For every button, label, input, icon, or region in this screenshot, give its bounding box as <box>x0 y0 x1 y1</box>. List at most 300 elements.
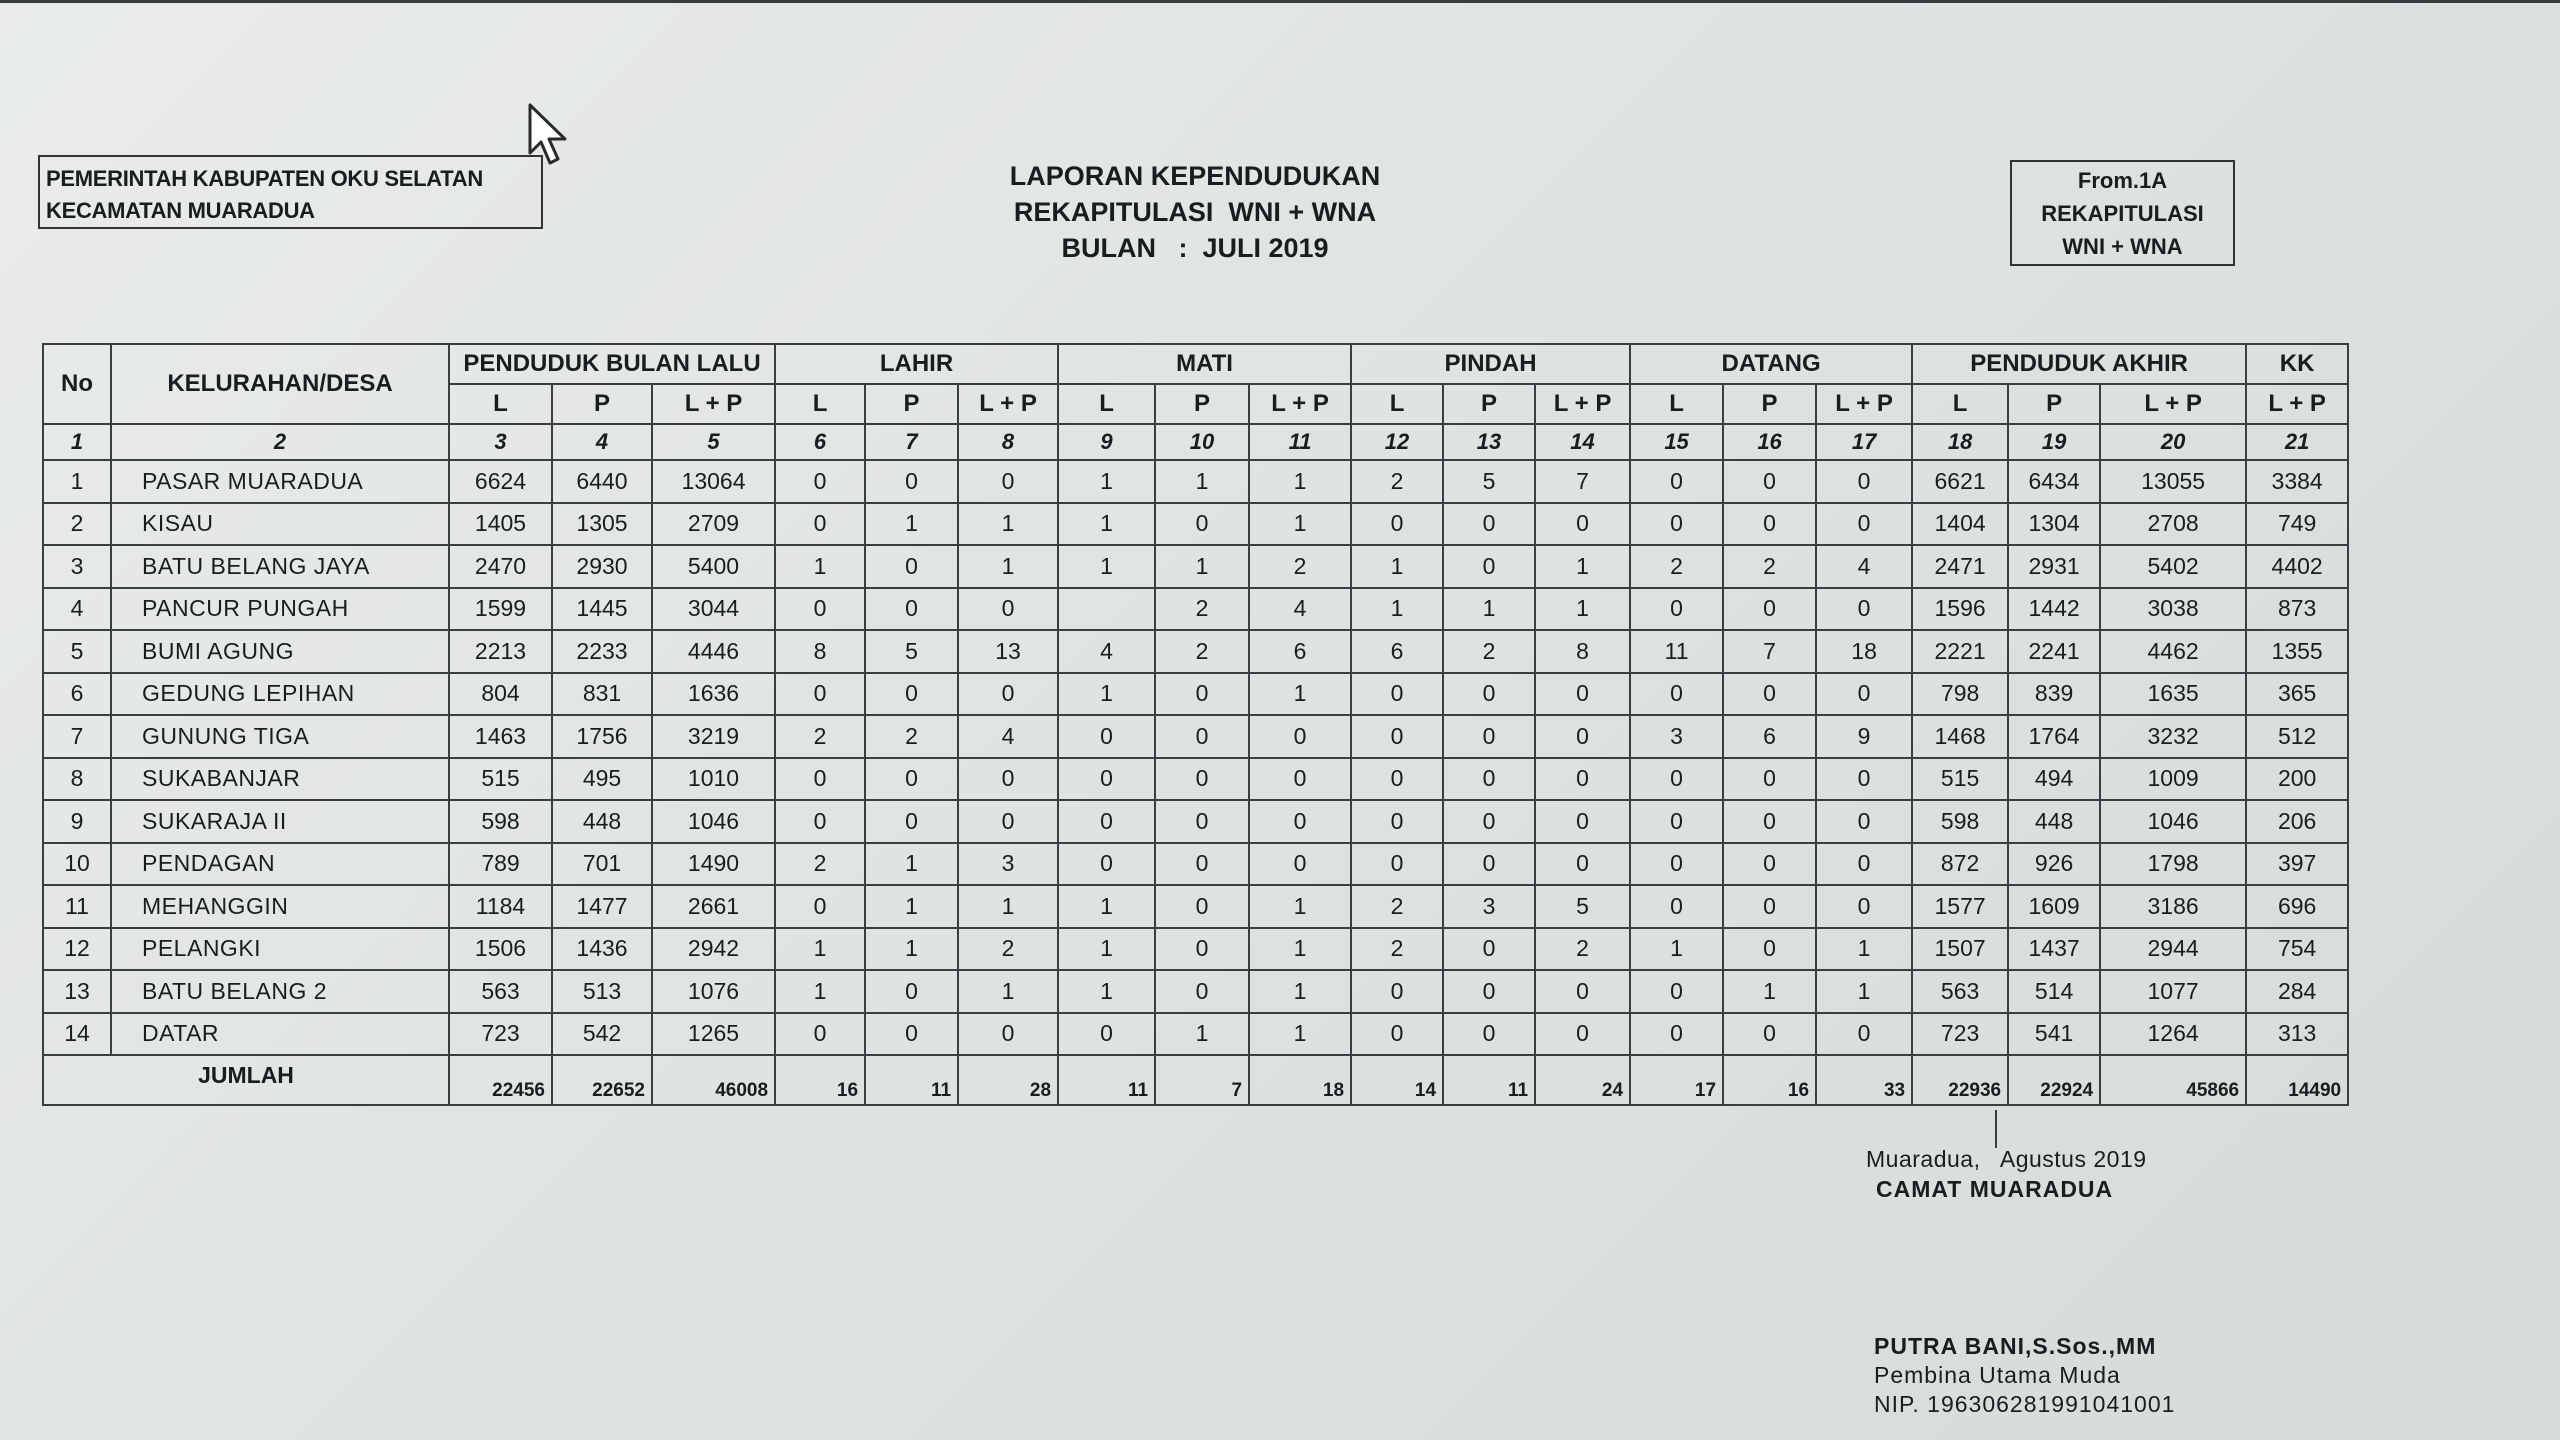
table-cell: 1009 <box>2100 758 2246 801</box>
table-cell: 0 <box>1816 885 1912 928</box>
table-cell: 1 <box>1249 1013 1351 1056</box>
table-cell: 0 <box>1443 545 1535 588</box>
table-cell: 1635 <box>2100 673 2246 716</box>
table-cell: 1 <box>1058 970 1155 1013</box>
table-cell: 598 <box>449 800 552 843</box>
header-row-groups <box>43 344 2348 384</box>
report-title-line-2: REKAPITULASI WNI + WNA <box>1013 197 1377 227</box>
table-row <box>43 545 2348 588</box>
table-cell: 0 <box>1630 1013 1723 1056</box>
table-cell: 1 <box>1443 588 1535 631</box>
table-cell: 448 <box>552 800 652 843</box>
table-cell: 0 <box>1816 758 1912 801</box>
table-cell: 0 <box>775 800 865 843</box>
table-cell: 2661 <box>652 885 775 928</box>
table-cell: 831 <box>552 673 652 716</box>
table-cell: 2471 <box>1912 545 2008 588</box>
column-number-cell: 16 <box>1723 424 1816 460</box>
table-cell: 1507 <box>1912 928 2008 971</box>
table-cell: 3384 <box>2246 460 2348 503</box>
table-cell: 2 <box>1723 545 1816 588</box>
table-cell: 1076 <box>652 970 775 1013</box>
row-number: 6 <box>43 673 111 716</box>
table-cell: 1 <box>1058 928 1155 971</box>
table-cell: 0 <box>1155 928 1249 971</box>
column-number-cell: 12 <box>1351 424 1443 460</box>
total-cell: 14490 <box>2246 1055 2348 1105</box>
col-no-header: No <box>43 344 111 424</box>
table-cell: 495 <box>552 758 652 801</box>
row-number: 7 <box>43 715 111 758</box>
form-code-line-1: From.1A <box>2077 168 2168 193</box>
table-cell: 0 <box>1630 460 1723 503</box>
table-cell: 1405 <box>449 503 552 546</box>
table-cell: 0 <box>775 885 865 928</box>
table-cell: 0 <box>1535 1013 1630 1056</box>
village-name: GEDUNG LEPIHAN <box>111 673 449 716</box>
table-cell: 5402 <box>2100 545 2246 588</box>
table-cell: 206 <box>2246 800 2348 843</box>
table-cell: 1 <box>1058 673 1155 716</box>
signature-divider <box>1995 1110 1997 1148</box>
table-cell: 0 <box>1535 843 1630 886</box>
table-cell: 1599 <box>449 588 552 631</box>
table-cell: 0 <box>958 460 1058 503</box>
table-cell: 2213 <box>449 630 552 673</box>
table-cell: 1077 <box>2100 970 2246 1013</box>
table-cell: 542 <box>552 1013 652 1056</box>
table-cell: 6 <box>1351 630 1443 673</box>
table-cell: 7 <box>1535 460 1630 503</box>
table-cell: 1404 <box>1912 503 2008 546</box>
village-name: MEHANGGIN <box>111 885 449 928</box>
sub-header-cell: P <box>865 384 958 424</box>
header-row-column-numbers <box>43 424 2348 460</box>
table-cell: 0 <box>775 460 865 503</box>
table-cell: 5 <box>1535 885 1630 928</box>
sub-header-cell: L <box>1912 384 2008 424</box>
total-cell: 46008 <box>652 1055 775 1105</box>
table-cell: 0 <box>958 758 1058 801</box>
table-cell: 5 <box>1443 460 1535 503</box>
table-cell: 749 <box>2246 503 2348 546</box>
village-name: PENDAGAN <box>111 843 449 886</box>
table-cell: 1046 <box>652 800 775 843</box>
column-number-cell: 13 <box>1443 424 1535 460</box>
row-number: 14 <box>43 1013 111 1056</box>
table-cell: 0 <box>1249 758 1351 801</box>
village-name: DATAR <box>111 1013 449 1056</box>
table-cell: 6621 <box>1912 460 2008 503</box>
table-cell: 0 <box>1351 673 1443 716</box>
sub-header-cell: L + P <box>1816 384 1912 424</box>
table-cell: 0 <box>1351 843 1443 886</box>
table-cell: 1 <box>958 970 1058 1013</box>
table-cell: 2221 <box>1912 630 2008 673</box>
table-cell: 2942 <box>652 928 775 971</box>
sub-header-cell: P <box>1443 384 1535 424</box>
table-cell: 0 <box>1351 970 1443 1013</box>
table-cell: 2 <box>958 928 1058 971</box>
table-cell: 0 <box>865 460 958 503</box>
sub-header-cell: L + P <box>1535 384 1630 424</box>
row-number: 12 <box>43 928 111 971</box>
total-cell: 28 <box>958 1055 1058 1105</box>
total-cell: 16 <box>775 1055 865 1105</box>
sub-header-cell: L <box>775 384 865 424</box>
column-number-cell: 9 <box>1058 424 1155 460</box>
table-cell: 4462 <box>2100 630 2246 673</box>
table-cell: 798 <box>1912 673 2008 716</box>
table-cell: 0 <box>1058 1013 1155 1056</box>
total-cell: 45866 <box>2100 1055 2246 1105</box>
signature-place-date: Muaradua, Agustus 2019 <box>1866 1146 2147 1172</box>
sub-header-cell: L + P <box>1249 384 1351 424</box>
table-cell: 754 <box>2246 928 2348 971</box>
row-number: 5 <box>43 630 111 673</box>
table-cell: 0 <box>1351 758 1443 801</box>
column-number-cell: 18 <box>1912 424 2008 460</box>
table-row <box>43 673 2348 716</box>
table-cell: 0 <box>1443 673 1535 716</box>
table-cell: 2 <box>1443 630 1535 673</box>
table-cell: 2708 <box>2100 503 2246 546</box>
table-cell: 284 <box>2246 970 2348 1013</box>
form-code-box <box>2010 160 2235 266</box>
table-cell: 1764 <box>2008 715 2100 758</box>
table-cell: 1 <box>1058 545 1155 588</box>
village-name: BATU BELANG 2 <box>111 970 449 1013</box>
table-cell: 0 <box>1630 588 1723 631</box>
table-cell: 0 <box>1535 503 1630 546</box>
row-number: 11 <box>43 885 111 928</box>
table-row <box>43 970 2348 1013</box>
group-header-pindah: PINDAH <box>1351 344 1630 384</box>
table-cell: 313 <box>2246 1013 2348 1056</box>
table-cell: 0 <box>1630 758 1723 801</box>
column-number-cell: 20 <box>2100 424 2246 460</box>
table-cell: 0 <box>1249 843 1351 886</box>
row-number: 13 <box>43 970 111 1013</box>
table-cell: 0 <box>865 673 958 716</box>
government-line-2: KECAMATAN MUARADUA <box>46 198 315 223</box>
table-cell: 1577 <box>1912 885 2008 928</box>
village-name: PANCUR PUNGAH <box>111 588 449 631</box>
village-name: SUKABANJAR <box>111 758 449 801</box>
table-cell: 1 <box>1058 460 1155 503</box>
sub-header-cell: L <box>1630 384 1723 424</box>
total-cell: 22456 <box>449 1055 552 1105</box>
row-number: 3 <box>43 545 111 588</box>
table-row <box>43 885 2348 928</box>
table-cell: 4402 <box>2246 545 2348 588</box>
column-number-cell: 19 <box>2008 424 2100 460</box>
table-cell: 1 <box>1249 673 1351 716</box>
table-cell: 563 <box>449 970 552 1013</box>
table-cell: 0 <box>1723 588 1816 631</box>
table-cell: 0 <box>1443 1013 1535 1056</box>
table-cell: 6434 <box>2008 460 2100 503</box>
sub-header-cell: L + P <box>2100 384 2246 424</box>
table-cell: 3038 <box>2100 588 2246 631</box>
table-row <box>43 588 2348 631</box>
village-name: PELANGKI <box>111 928 449 971</box>
table-cell: 1 <box>958 885 1058 928</box>
signature-position: CAMAT MUARADUA <box>1876 1176 2114 1202</box>
table-cell: 0 <box>1155 800 1249 843</box>
table-cell: 6440 <box>552 460 652 503</box>
column-number-cell: 15 <box>1630 424 1723 460</box>
village-name: BUMI AGUNG <box>111 630 449 673</box>
sub-header-cell: L + P <box>958 384 1058 424</box>
table-cell: 1477 <box>552 885 652 928</box>
table-cell: 0 <box>1535 800 1630 843</box>
table-cell: 2 <box>1155 588 1249 631</box>
table-cell: 0 <box>1630 673 1723 716</box>
table-cell: 13064 <box>652 460 775 503</box>
table-cell: 1798 <box>2100 843 2246 886</box>
table-cell: 0 <box>1155 885 1249 928</box>
table-cell: 1 <box>1155 460 1249 503</box>
table-cell: 0 <box>1723 758 1816 801</box>
row-number: 9 <box>43 800 111 843</box>
table-cell: 1636 <box>652 673 775 716</box>
table-cell: 0 <box>1723 800 1816 843</box>
table-cell: 0 <box>1443 843 1535 886</box>
col-desa-header: KELURAHAN/DESA <box>111 344 449 424</box>
table-cell: 926 <box>2008 843 2100 886</box>
table-cell: 1 <box>1816 928 1912 971</box>
table-cell: 0 <box>1535 758 1630 801</box>
sub-header-cell: P <box>552 384 652 424</box>
table-cell: 2 <box>1535 928 1630 971</box>
table-cell: 0 <box>865 588 958 631</box>
table-cell: 0 <box>1723 673 1816 716</box>
table-cell: 2 <box>1630 545 1723 588</box>
table-cell: 1463 <box>449 715 552 758</box>
table-cell: 541 <box>2008 1013 2100 1056</box>
village-name: BATU BELANG JAYA <box>111 545 449 588</box>
table-cell: 397 <box>2246 843 2348 886</box>
table-cell: 0 <box>1443 800 1535 843</box>
table-cell: 0 <box>1630 885 1723 928</box>
sub-header-cell: L <box>1058 384 1155 424</box>
table-cell: 1 <box>1535 545 1630 588</box>
form-code-line-3: WNI + WNA <box>2062 234 2183 259</box>
table-cell: 0 <box>958 673 1058 716</box>
table-cell: 0 <box>1723 885 1816 928</box>
table-cell: 0 <box>1816 1013 1912 1056</box>
column-number-cell: 5 <box>652 424 775 460</box>
table-cell: 873 <box>2246 588 2348 631</box>
table-cell: 8 <box>775 630 865 673</box>
government-line-1: PEMERINTAH KABUPATEN OKU SELATAN <box>46 166 483 191</box>
village-name: PASAR MUARADUA <box>111 460 449 503</box>
column-number-cell: 8 <box>958 424 1058 460</box>
column-number-cell: 1 <box>43 424 111 460</box>
report-title-line-3: BULAN : JULI 2019 <box>1061 233 1329 263</box>
table-cell: 0 <box>775 673 865 716</box>
table-cell: 4 <box>958 715 1058 758</box>
table-cell: 200 <box>2246 758 2348 801</box>
table-row <box>43 800 2348 843</box>
table-cell: 1 <box>1155 1013 1249 1056</box>
total-cell: 7 <box>1155 1055 1249 1105</box>
table-cell: 1468 <box>1912 715 2008 758</box>
table-cell: 1609 <box>2008 885 2100 928</box>
table-cell: 512 <box>2246 715 2348 758</box>
table-cell: 365 <box>2246 673 2348 716</box>
table-cell: 0 <box>1630 843 1723 886</box>
total-cell: 33 <box>1816 1055 1912 1105</box>
table-cell: 1490 <box>652 843 775 886</box>
table-cell: 723 <box>449 1013 552 1056</box>
table-cell: 1 <box>958 503 1058 546</box>
table-cell: 0 <box>1351 800 1443 843</box>
report-title <box>920 158 1470 266</box>
sub-header-cell: L <box>449 384 552 424</box>
table-row <box>43 758 2348 801</box>
table-cell: 0 <box>775 1013 865 1056</box>
table-cell: 0 <box>1816 588 1912 631</box>
table-cell: 4446 <box>652 630 775 673</box>
table-cell: 0 <box>1816 503 1912 546</box>
form-code-line-2: REKAPITULASI <box>2041 201 2204 226</box>
table-cell: 4 <box>1249 588 1351 631</box>
total-cell: 14 <box>1351 1055 1443 1105</box>
table-cell: 0 <box>1535 970 1630 1013</box>
table-cell: 2 <box>865 715 958 758</box>
table-cell: 513 <box>552 970 652 1013</box>
table-cell: 1 <box>1058 503 1155 546</box>
table-cell: 1010 <box>652 758 775 801</box>
government-box <box>38 155 543 229</box>
table-cell: 515 <box>449 758 552 801</box>
table-cell: 1 <box>865 843 958 886</box>
column-number-cell: 10 <box>1155 424 1249 460</box>
sub-header-cell: L + P <box>652 384 775 424</box>
report-title-line-1: LAPORAN KEPENDUDUKAN <box>1009 161 1381 191</box>
table-cell: 0 <box>1630 503 1723 546</box>
table-cell: 0 <box>1816 673 1912 716</box>
row-number: 8 <box>43 758 111 801</box>
row-number: 1 <box>43 460 111 503</box>
table-cell: 804 <box>449 673 552 716</box>
total-row <box>43 1055 2348 1105</box>
table-cell: 3232 <box>2100 715 2246 758</box>
table-cell: 1184 <box>449 885 552 928</box>
table-cell: 839 <box>2008 673 2100 716</box>
table-cell: 1 <box>1630 928 1723 971</box>
table-cell: 0 <box>958 1013 1058 1056</box>
table-cell: 1 <box>1723 970 1816 1013</box>
table-cell: 2241 <box>2008 630 2100 673</box>
table-cell: 1265 <box>652 1013 775 1056</box>
column-number-cell: 21 <box>2246 424 2348 460</box>
table-cell: 0 <box>1723 843 1816 886</box>
table-cell: 2 <box>1351 928 1443 971</box>
table-cell: 1 <box>775 928 865 971</box>
table-cell: 563 <box>1912 970 2008 1013</box>
table-cell: 0 <box>1443 928 1535 971</box>
group-header-kk: KK <box>2246 344 2348 384</box>
table-cell: 0 <box>1816 800 1912 843</box>
table-cell: 2 <box>775 843 865 886</box>
table-cell: 0 <box>1443 758 1535 801</box>
total-cell: 16 <box>1723 1055 1816 1105</box>
table-cell: 2 <box>1249 545 1351 588</box>
table-cell: 1756 <box>552 715 652 758</box>
table-row <box>43 715 2348 758</box>
table-row <box>43 503 2348 546</box>
table-row <box>43 460 2348 503</box>
table-cell: 5400 <box>652 545 775 588</box>
table-cell: 1264 <box>2100 1013 2246 1056</box>
signature-name: PUTRA BANI,S.Sos.,MM <box>1874 1333 2157 1359</box>
table-cell: 514 <box>2008 970 2100 1013</box>
column-number-cell: 7 <box>865 424 958 460</box>
table-cell: 2931 <box>2008 545 2100 588</box>
table-cell: 0 <box>865 545 958 588</box>
table-cell: 1355 <box>2246 630 2348 673</box>
row-number: 4 <box>43 588 111 631</box>
table-cell: 1 <box>1249 928 1351 971</box>
table-cell: 0 <box>1630 800 1723 843</box>
table-cell: 2709 <box>652 503 775 546</box>
table-cell: 2930 <box>552 545 652 588</box>
group-header-lahir: LAHIR <box>775 344 1058 384</box>
total-cell: 22936 <box>1912 1055 2008 1105</box>
total-cell: 24 <box>1535 1055 1630 1105</box>
table-cell: 2470 <box>449 545 552 588</box>
table-cell: 0 <box>775 758 865 801</box>
table-cell: 1 <box>865 928 958 971</box>
total-cell: 11 <box>865 1055 958 1105</box>
table-row <box>43 630 2348 673</box>
table-body <box>43 460 2348 1105</box>
table-cell: 1 <box>1249 970 1351 1013</box>
group-header-penduduk-bulan-lalu: PENDUDUK BULAN LALU <box>449 344 775 384</box>
table-cell: 0 <box>958 800 1058 843</box>
village-name: GUNUNG TIGA <box>111 715 449 758</box>
total-cell: 22652 <box>552 1055 652 1105</box>
table-cell: 0 <box>1155 758 1249 801</box>
group-header-penduduk-akhir: PENDUDUK AKHIR <box>1912 344 2246 384</box>
total-cell: 11 <box>1443 1055 1535 1105</box>
table-cell: 1437 <box>2008 928 2100 971</box>
signature-rank: Pembina Utama Muda <box>1874 1362 2121 1388</box>
table-cell: 0 <box>1816 843 1912 886</box>
table-cell: 4 <box>1058 630 1155 673</box>
table-cell: 0 <box>1816 460 1912 503</box>
table-cell: 0 <box>865 758 958 801</box>
table-cell: 1 <box>1351 545 1443 588</box>
table-cell: 2 <box>1155 630 1249 673</box>
table-cell: 0 <box>1351 503 1443 546</box>
table-cell: 1 <box>1249 503 1351 546</box>
table-cell: 0 <box>1443 970 1535 1013</box>
table-cell: 0 <box>1351 1013 1443 1056</box>
table-cell: 2 <box>1351 885 1443 928</box>
table-cell: 1 <box>1816 970 1912 1013</box>
table-cell: 0 <box>1723 928 1816 971</box>
sub-header-cell: P <box>2008 384 2100 424</box>
village-name: SUKARAJA II <box>111 800 449 843</box>
table-cell: 5 <box>865 630 958 673</box>
table-cell: 0 <box>865 800 958 843</box>
table-cell: 0 <box>1155 715 1249 758</box>
total-cell: 17 <box>1630 1055 1723 1105</box>
